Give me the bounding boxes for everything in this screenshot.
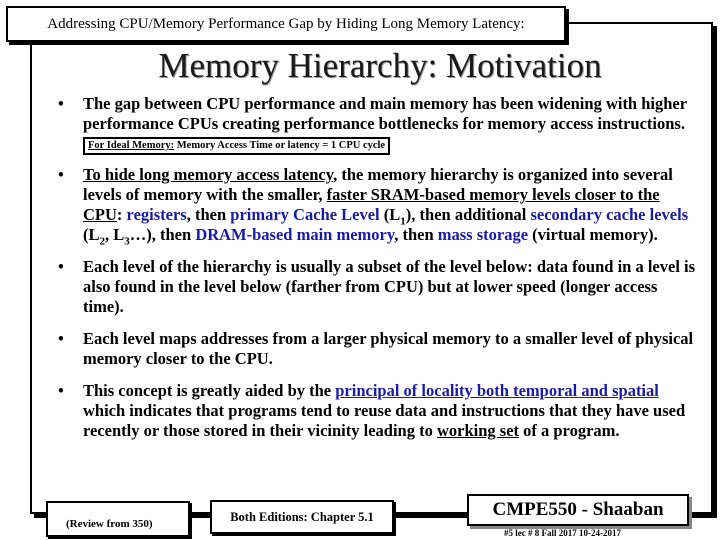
text-segment: , then xyxy=(394,225,438,244)
bullet-text: The gap between CPU performance and main memory has been widening with higher performance CPUs creating performance bottlenecks for memory access instructions. xyxy=(83,94,687,133)
text-segment: (virtual memory). xyxy=(528,225,658,244)
lecture-info: #5 lec # 8 Fall 2017 10-24-2017 xyxy=(504,528,621,538)
text-segment: , the memory hierarchy is organized into several levels of memory with the smaller, xyxy=(83,165,673,204)
bullet-text: Each level maps addresses from a larger physical memory to a smaller level of physical memory closer to the CPU. xyxy=(83,329,694,368)
editions-text: Both Editions: Chapter 5.1 xyxy=(230,510,374,524)
text-segment: : xyxy=(116,205,127,224)
subscript-1: 1 xyxy=(400,215,406,228)
bullet-item-performance-gap xyxy=(58,94,698,155)
bullet-item-subset xyxy=(58,257,698,317)
ideal-memory-value: Memory Access Time or latency = 1 CPU cycle xyxy=(174,140,386,151)
text-segment: which indicates that programs tend to reuse data and instructions that they have used recently or those stored in their vicinity leading to xyxy=(83,401,686,440)
text-primary-cache: primary Cache Level xyxy=(230,205,380,224)
text-segment: , then xyxy=(186,205,231,224)
subscript-2: 2 xyxy=(99,235,105,248)
text-segment: , L xyxy=(105,225,125,244)
ideal-memory-label: For Ideal Memory: xyxy=(88,140,175,151)
bullet-dot-icon: • xyxy=(58,381,64,400)
text-segment: This concept is greatly aided by the xyxy=(83,381,336,400)
header-text: Addressing CPU/Memory Performance Gap by Hiding Long Memory Latency: xyxy=(47,16,525,32)
bullet-item-hierarchy-levels xyxy=(58,165,698,248)
bullet-text: Each level of the hierarchy is usually a subset of the level below: data found in a level is also found in the level below (farther from CPU) but at lower speed (longer access time). xyxy=(83,257,696,316)
page-title: Memory Hierarchy: Motivation xyxy=(158,46,602,85)
course-badge xyxy=(467,494,689,526)
text-segment: (L xyxy=(379,205,401,224)
bullet-dot-icon: • xyxy=(58,257,64,276)
text-hide-latency: To hide long memory access latency xyxy=(83,165,334,184)
text-principal-of-locality: principal of locality both temporal and spatial xyxy=(335,381,659,400)
text-segment: ), then additional xyxy=(405,205,531,224)
editions-box xyxy=(210,500,394,534)
bullet-list xyxy=(58,94,698,441)
bullet-item-locality xyxy=(58,381,698,441)
text-segment: of a program. xyxy=(519,421,620,440)
text-mass-storage: mass storage xyxy=(437,225,529,244)
bullet-dot-icon: • xyxy=(58,94,64,113)
text-segment: …), then xyxy=(129,225,196,244)
subscript-3: 3 xyxy=(124,235,130,248)
review-note: (Review from 350) xyxy=(66,518,153,530)
text-faster-sram: faster SRAM-based memory levels closer to the CPU xyxy=(83,185,660,224)
bullet-item-address-mapping xyxy=(58,329,698,369)
review-note-box xyxy=(46,501,190,537)
text-dram-main-memory: DRAM-based main memory xyxy=(195,225,395,244)
text-secondary-cache: secondary cache levels xyxy=(530,205,689,224)
text-segment: (L xyxy=(83,225,100,244)
text-working-set: working set xyxy=(436,421,520,440)
ideal-memory-note xyxy=(83,137,390,155)
bullet-dot-icon: • xyxy=(58,165,64,184)
header-banner xyxy=(6,6,566,42)
text-registers: registers xyxy=(126,205,187,224)
bullet-dot-icon: • xyxy=(58,329,64,348)
course-text: CMPE550 - Shaaban xyxy=(492,499,664,520)
